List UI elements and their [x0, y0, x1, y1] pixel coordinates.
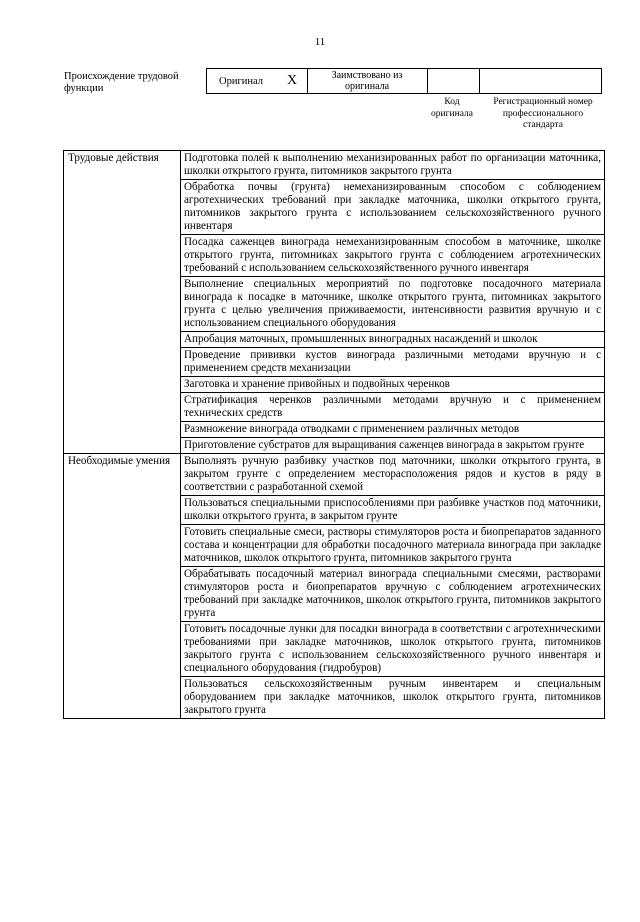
list-item: Приготовление субстратов для выращивания саженцев винограда в закрытом грунте [181, 438, 605, 454]
origin-table [206, 68, 602, 94]
list-item: Выполнение специальных мероприятий по подготовке посадочного материала винограда к посадке в маточнике, школке открытого грунта, питомниках закрытого грунта с целью увеличения приживаемости, интенсивности развития вручную и с использованием специального оборудования [181, 277, 605, 332]
reg-number-cell [479, 69, 601, 93]
list-item: Готовить специальные смеси, растворы стимуляторов роста и биопрепаратов заданного состава и концентрации для обработки посадочного материала винограда при закладке маточников, школок открытого грунта, питомников закрытого грунта [181, 525, 605, 567]
list-item: Размножение винограда отводками с применением различных методов [181, 422, 605, 438]
code-original-label: Код оригинала [431, 97, 473, 119]
origin-label: Происхождение трудовой функции [64, 71, 179, 94]
code-cell [427, 69, 480, 93]
list-item: Проведение прививки кустов винограда различными методами вручную и с применением средств механизации [181, 348, 605, 377]
list-item: Пользоваться специальными приспособлениями при разбивке участков под маточники, школки открытого грунта, в закрытом грунте [181, 496, 605, 525]
list-item: Обрабатывать посадочный материал винограда специальными смесями, растворами стимуляторов роста и биопрепаратов вручную с соблюдением агротехнических требований при закладке маточников, школок открытого грунта, питомников закрытого грунта [181, 567, 605, 622]
list-item: Подготовка полей к выполнению механизированных работ по организации маточника, школки открытого грунта, питомников закрытого грунта [181, 151, 605, 180]
borrowed-cell [307, 69, 428, 93]
original-mark: X [287, 73, 298, 88]
table-row [64, 151, 605, 180]
page-number: 11 [314, 36, 326, 48]
original-cell [207, 69, 308, 93]
list-item: Апробация маточных, промышленных виноградных насаждений и школок [181, 332, 605, 348]
list-item: Пользоваться сельскохозяйственным ручным инвентарем и специальным оборудованием при закладке маточников, школок открытого грунта, питомников закрытого грунта [181, 677, 605, 719]
section-title-actions: Трудовые действия [64, 151, 181, 454]
borrowed-label: Заимствовано из оригинала [331, 70, 403, 92]
list-item: Выполнять ручную разбивку участков под маточники, школки открытого грунта, в закрытом грунте с определением месторасположения рядов и кустов в ряду в соответствии с разработанной схемой [181, 454, 605, 496]
list-item: Посадка саженцев винограда немеханизированным способом в маточнике, школке открытого грунта, питомниках закрытого грунта с соблюдением агротехнических требований с использованием сельскохозяйственного ручного инвентаря [181, 235, 605, 277]
section-title-skills: Необходимые умения [64, 454, 181, 719]
list-item: Обработка почвы (грунта) немеханизированным способом с соблюдением агротехнических требований при закладке маточника, школки открытого грунта, питомников закрытого грунта с использованием сельскохозяйственного ручного инвентаря [181, 180, 605, 235]
list-item: Заготовка и хранение привойных и подвойных черенков [181, 377, 605, 393]
list-item: Готовить посадочные лунки для посадки винограда в соответствии с агротехническими требованиями при закладке маточников, школок открытого грунта, питомников закрытого грунта с использованием сельскохозяйственного ручного инвентаря и специального оборудования (гидробуров) [181, 622, 605, 677]
functions-table [63, 150, 605, 719]
table-row [64, 454, 605, 496]
original-label: Оригинал [219, 76, 263, 87]
reg-number-label: Регистрационный номер профессионального стандарта [493, 97, 593, 130]
list-item: Стратификация черенков различными методами вручную и с применением технических средств [181, 393, 605, 422]
